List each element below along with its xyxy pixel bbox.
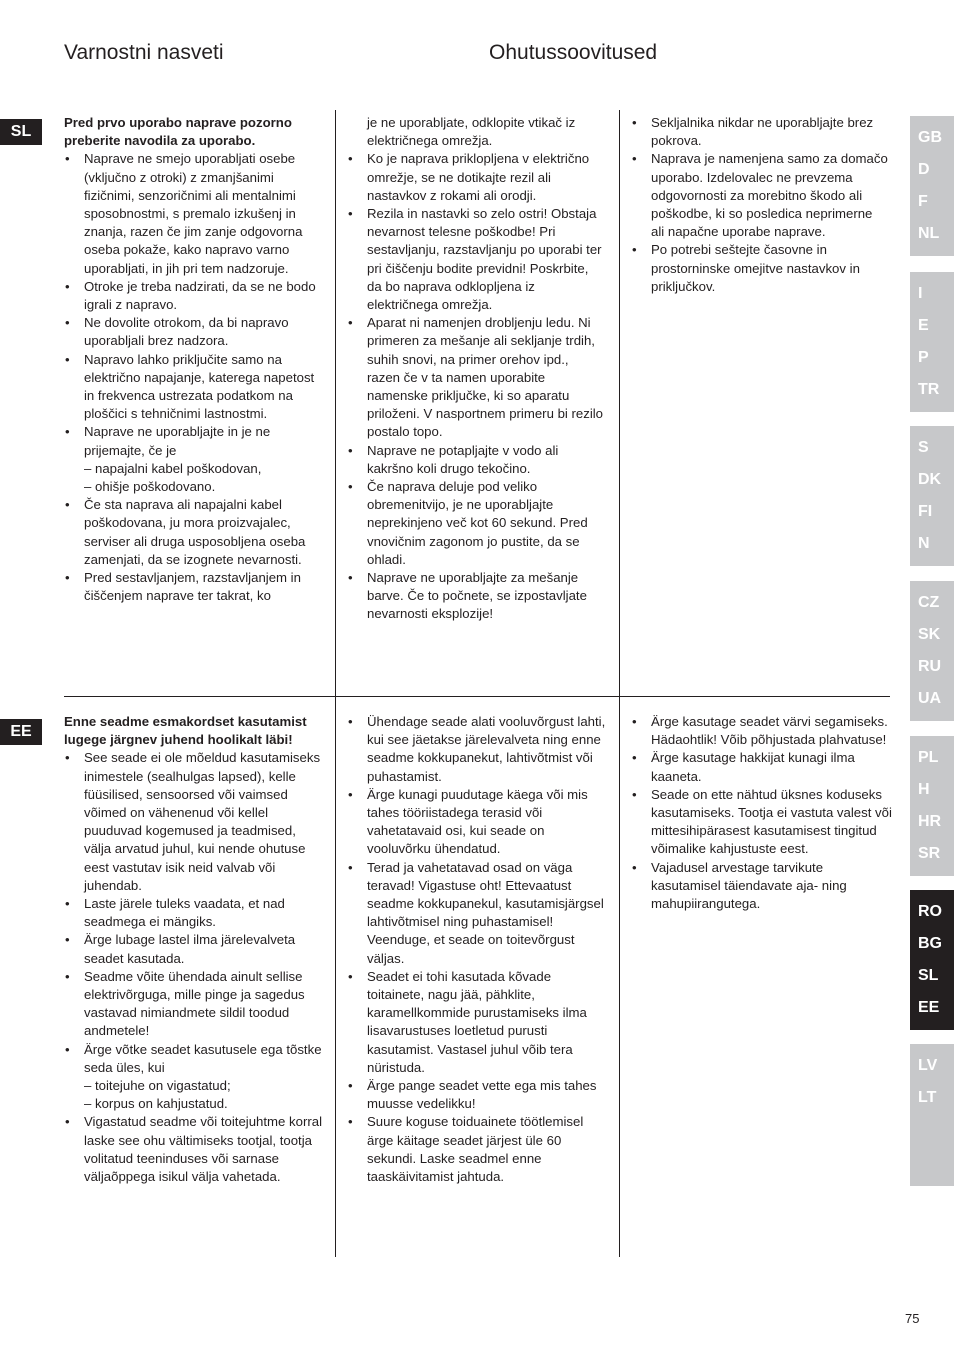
language-group [910, 890, 954, 1030]
bullet-icon: • [632, 242, 637, 258]
sl-column-1 [64, 114, 319, 605]
list-item [347, 569, 605, 624]
column-divider [335, 697, 336, 1257]
title-slovenian: Varnostni nasveti [64, 41, 224, 64]
list-item-text: Naprave ne smejo uporabljati osebe (vključno z otroki) z zmanjšanimi fizičnimi, senzoričnimi ali mentalnimi sposobnostmi, s premalo izkušenj in znanja, razen če jim zanje odgovorna oseba pokaže, kako napravo varno uporabljati, in jih pri tem nadzoruje. [84, 151, 303, 276]
language-tab[interactable]: RO [918, 903, 942, 920]
list-item-text: Ärge pange seadet vette ega mis tahes muusse vedelikku! [367, 1078, 597, 1112]
bullet-icon: • [65, 968, 70, 984]
list-item-text: Aparat ni namenjen drobljenju ledu. Ni primeren za mešanje ali sekljanje trdih, suhih snovi, na primer orehov ipd., razen če v ta namen uporabite namenske priključke, ki so aparatu priloženi. V nasportnem primeru bi rezilo postalo topo. [367, 315, 604, 440]
list-item [64, 1041, 322, 1114]
page-number: 75 [905, 1311, 920, 1326]
list-item [64, 351, 319, 424]
language-tab[interactable]: SL [918, 967, 939, 984]
list-item-text: Ärge kunagi puudutage käega või mis tahes tööriistadega terasid või vahetatavaid osi, kui seade on vooluvõrku ühendatud. [367, 786, 588, 857]
list-item [631, 713, 893, 749]
column-divider [619, 697, 620, 1257]
ee-column-3 [631, 713, 893, 913]
list-item-text: See seade ei ole mõeldud kasutamiseks inimestele (sealhulgas lapsed), kelle füüsilised, sensoorsed või vaimsed võimed on vähenenud või kellel puuduvad kogemused ja teadmised, välja arvatud juhul, kui nende ohutuse eest vastutav isik neid valvab või juhendab. [84, 750, 321, 893]
list-item [631, 241, 889, 296]
bullet-icon: • [65, 932, 70, 948]
list-item-text: Laste järele tuleks vaadata, et nad seadmega ei mängiks. [84, 896, 285, 930]
section-badge-sl: SL [0, 119, 42, 145]
language-tab[interactable]: HR [918, 813, 942, 830]
bullet-icon: • [65, 424, 70, 440]
sl-column-3 [631, 114, 889, 296]
ee-column-2 [347, 713, 607, 1186]
language-tab[interactable]: GB [918, 129, 942, 146]
list-item-text: Sekljalnika nikdar ne uporabljajte brez pokrova. [651, 115, 874, 149]
language-tab[interactable]: S [918, 439, 929, 456]
language-group [910, 426, 954, 566]
bullet-icon: • [348, 786, 353, 802]
list-item [64, 423, 319, 496]
sl-continuation: je ne uporabljate, odklopite vtikač iz električnega omrežja. [367, 115, 576, 149]
list-item [347, 442, 605, 478]
list-item [347, 786, 607, 859]
bullet-icon: • [348, 206, 353, 222]
language-group [910, 736, 954, 876]
language-group [910, 581, 954, 721]
language-tab[interactable]: LV [918, 1057, 938, 1074]
list-sub-item: – korpus on kahjustatud. [84, 1096, 228, 1112]
list-item-text: Seadet ei tohi kasutada kõvade toitainete, nagu jää, pähklite, karamellkommide purustamiseks ilma lisavarustuses loetletud purusti kasutamist. Vastasel juhul võib tera nüristuda. [367, 968, 587, 1075]
language-tab[interactable]: CZ [918, 594, 940, 611]
language-tab[interactable]: NL [918, 225, 940, 242]
list-item-text: Ärge kasutage hakkijat kunagi ilma kaaneta. [651, 750, 855, 784]
language-tab[interactable]: RU [918, 658, 942, 675]
bullet-icon: • [632, 151, 637, 167]
list-item [347, 1113, 607, 1186]
list-item-text: Seadme võite ühendada ainult sellise elektrivõrguga, mille pinge ja sagedus vastavad nimiandmete sildil toodud andmetele! [84, 968, 305, 1039]
language-tab[interactable]: PL [918, 749, 939, 766]
sl-list-1 [64, 150, 319, 605]
sl-list-2 [347, 150, 605, 623]
language-tab[interactable]: H [918, 781, 930, 798]
bullet-icon: • [632, 786, 637, 802]
list-item [347, 150, 605, 205]
sl-list-3 [631, 114, 889, 296]
list-item-text: Napravo lahko priključite samo na električno napajanje, katerega napetost in frekvenca ustrezata podatkom na ploščici s tehničnimi lastnostmi. [84, 351, 315, 422]
list-item [64, 749, 322, 895]
bullet-icon: • [65, 1041, 70, 1057]
list-sub-item: – napajalni kabel poškodovan, [84, 460, 262, 476]
list-item-text: Ne dovolite otrokom, da bi napravo uporabljali brez nadzora. [84, 315, 289, 349]
bullet-icon: • [65, 1114, 70, 1130]
list-item-text: Otroke je treba nadzirati, da se ne bodo igrali z napravo. [84, 278, 316, 313]
language-tab[interactable]: UA [918, 690, 942, 707]
sl-column-2 [347, 114, 605, 624]
language-tab[interactable]: FI [918, 503, 933, 520]
language-tab[interactable]: N [918, 535, 930, 552]
list-item [64, 968, 322, 1041]
language-tab[interactable]: DK [918, 471, 942, 488]
list-item-text: Suure koguse toiduainete töötlemisel ärge käitage seadet järjest üle 60 sekundi. Laske seadmel enne taaskäivitamist jahtuda. [367, 1114, 584, 1185]
bullet-icon: • [348, 859, 353, 875]
language-group [910, 116, 954, 256]
ee-list-3 [631, 713, 893, 913]
list-item-text: Po potrebi seštejte časovne in prostorninske omejitve nastavkov in priključkov. [651, 242, 860, 294]
section-divider [64, 696, 890, 697]
language-tab[interactable]: TR [918, 381, 940, 398]
list-item [64, 314, 319, 350]
list-item-text: Seade on ette nähtud üksnes koduseks kasutamiseks. Tootja ei vastuta valest või mittesihipärasest kasutamisest tingitud võimalike kahjustuste eest. [651, 786, 892, 857]
bullet-icon: • [348, 1078, 353, 1094]
list-item-text: Terad ja vahetatavad osad on väga teravad! Vigastuse oht! Ettevaatust seadme kokkupanekul, kasutamisjärgsel lahtivõtmisel ning puhastamisel! Veenduge, et seade on toitevõrgust väljas. [367, 859, 604, 966]
language-tab[interactable]: E [918, 317, 929, 334]
list-item [64, 895, 322, 931]
sl-intro: Pred prvo uporabo naprave pozorno preberite navodila za uporabo. [64, 115, 292, 149]
bullet-icon: • [348, 442, 353, 458]
list-item [64, 569, 319, 605]
ee-intro: Enne seadme esmakordset kasutamist lugege järgnev juhend hoolikalt läbi! [64, 714, 307, 748]
language-tab[interactable]: LT [918, 1089, 937, 1106]
language-tab[interactable]: EE [918, 999, 940, 1016]
bullet-icon: • [348, 714, 353, 729]
list-item [347, 478, 605, 569]
list-item-text: Rezila in nastavki so zelo ostri! Obstaja nevarnost telesne poškodbe! Pri sestavljanju, razstavljanju po uporabi ter pri čiščenju bodite previdni! Poskrbite, da bo naprava odklopljena iz električnega omrežja. [367, 206, 602, 313]
list-item [347, 859, 607, 968]
section-badge-ee: EE [0, 719, 42, 745]
list-item [347, 314, 605, 441]
bullet-icon: • [348, 315, 353, 331]
language-group [910, 272, 954, 412]
list-item [631, 859, 893, 914]
list-sub-item: – ohišje poškodovano. [84, 479, 216, 495]
list-item [347, 1077, 607, 1113]
bullet-icon: • [65, 315, 70, 331]
bullet-icon: • [65, 278, 70, 294]
list-item [64, 150, 319, 277]
list-item [631, 114, 889, 150]
bullet-icon: • [632, 750, 637, 766]
column-divider [619, 110, 620, 696]
list-item-text: Ärge võtke seadet kasutusele ega tõstke seda üles, kui [84, 1041, 322, 1075]
bullet-icon: • [348, 968, 353, 984]
list-item-text: Ärge kasutage seadet värvi segamiseks. Hädaohtlik! Võib põhjustada plahvatuse! [651, 714, 888, 748]
bullet-icon: • [632, 859, 637, 875]
ee-list-1 [64, 749, 322, 1186]
list-item-text: Naprave ne potapljajte v vodo ali kakršno koli drugo tekočino. [367, 442, 559, 476]
list-item [347, 713, 607, 786]
list-item [631, 786, 893, 859]
list-item-text: Če sta naprava ali napajalni kabel poškodovana, ju mora proizvajalec, serviser ali druga usposobljena oseba zamenjati, da se izognete nevarnosti. [84, 497, 306, 567]
list-item [631, 749, 893, 785]
list-item [64, 278, 319, 314]
list-item-text: Naprava je namenjena samo za domačo uporabo. Izdelovalec ne prevzema odgovornosti za morebitno škodo ali poškodbe, ki so posledica neprimerne ali napačne uporabe naprave. [651, 151, 888, 240]
list-item-text: Naprave ne uporabljajte in je ne prijemajte, če je [84, 424, 271, 458]
bullet-icon: • [632, 115, 637, 130]
bullet-icon: • [65, 497, 70, 513]
title-estonian: Ohutussoovitused [489, 41, 658, 64]
language-tab[interactable]: SR [918, 845, 941, 862]
list-item-text: Pred sestavljanjem, razstavljanjem in čiščenjem naprave ter takrat, ko [84, 570, 301, 604]
bullet-icon: • [65, 896, 70, 912]
bullet-icon: • [348, 479, 353, 495]
language-group [910, 1044, 954, 1186]
list-item-text: Ärge lubage lastel ilma järelevalveta seadet kasutada. [84, 932, 296, 966]
list-item-text: Če naprava deluje pod veliko obremenitvijo, je ne uporabljajte neprekinjeno več kot 60 sekund. Pred vnovičnim zagonom jo pustite, da se ohladi. [367, 479, 588, 567]
language-tab[interactable]: BG [918, 935, 942, 952]
language-tab[interactable]: SK [918, 626, 941, 643]
bullet-icon: • [632, 714, 637, 729]
bullet-icon: • [348, 570, 353, 586]
bullet-icon: • [65, 351, 70, 367]
bullet-icon: • [348, 151, 353, 167]
list-item [64, 496, 319, 569]
list-item [64, 931, 322, 967]
list-item-text: Vajadusel arvestage tarvikute kasutamisel täiendavate aja- ning mahupiirangutega. [651, 859, 847, 912]
ee-column-1 [64, 713, 322, 1186]
language-tab[interactable]: D [918, 161, 930, 178]
ee-list-2 [347, 713, 607, 1186]
language-tab[interactable]: I [918, 285, 923, 302]
language-tab[interactable]: F [918, 193, 928, 210]
bullet-icon: • [65, 750, 70, 766]
bullet-icon: • [348, 1114, 353, 1130]
bullet-icon: • [65, 151, 70, 167]
list-item-text: Naprave ne uporabljajte za mešanje barve. Če to počnete, se izpostavljate nevarnosti eksplozije! [367, 570, 587, 622]
column-divider [335, 110, 336, 696]
language-tab[interactable]: P [918, 349, 929, 366]
list-item [347, 205, 605, 314]
list-item-text: Vigastatud seadme või toitejuhtme korral laske see ohu vältimiseks tootjal, tootja volitatud teeninduses või sarnase väljaõppega isikul välja vahetada. [84, 1114, 322, 1185]
list-item-text: Ühendage seade alati vooluvõrgust lahti, kui see jäetakse järelevalveta ning enne seadme kokkupanekut, lahtivõtmist või puhastamist. [367, 714, 606, 784]
bullet-icon: • [65, 570, 70, 586]
list-item [64, 1113, 322, 1186]
list-item [631, 150, 889, 241]
list-item [347, 968, 607, 1077]
list-item-text: Ko je naprava priklopljena v električno omrežje, se ne dotikajte rezil ali nastavkov z rokami ali orodji. [367, 151, 590, 203]
list-sub-item: – toitejuhe on vigastatud; [84, 1078, 231, 1094]
